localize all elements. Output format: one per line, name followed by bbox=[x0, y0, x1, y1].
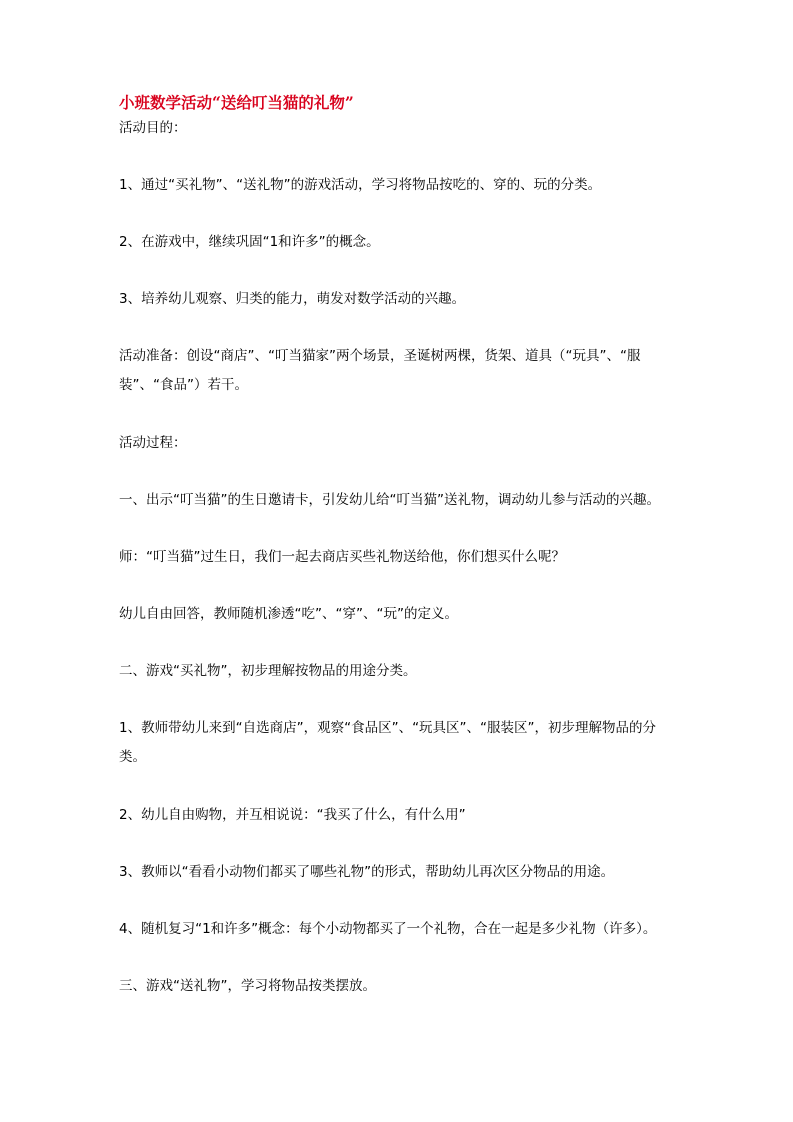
document-content bbox=[119, 92, 679, 1000]
paragraph-step-2-3: 3、教师以“看看小动物们都买了哪些礼物”的形式，帮助幼儿再次区分物品的用途。 bbox=[119, 864, 615, 880]
paragraph-objective-2: 2、在游戏中，继续巩固“1和许多”的概念。 bbox=[119, 234, 380, 250]
paragraph-preparation: 活动准备：创设“商店”、“叮当猫家”两个场景，圣诞树两棵，货架、道具（“玩具”、“服装”、“食品”）若干。 bbox=[119, 348, 641, 393]
paragraph-process-heading: 活动过程： bbox=[119, 435, 187, 451]
document-title: 小班数学活动“送给叮当猫的礼物” bbox=[119, 93, 354, 112]
paragraph-objective-1: 1、通过“买礼物”、“送礼物”的游戏活动，学习将物品按吃的、穿的、玩的分类。 bbox=[119, 177, 602, 193]
paragraph-step-2-1: 1、教师带幼儿来到“自选商店”，观察“食品区”、“玩具区”、“服装区”，初步理解物品的分类。 bbox=[119, 720, 657, 765]
paragraph-objective-3: 3、培养幼儿观察、归类的能力，萌发对数学活动的兴趣。 bbox=[119, 291, 466, 307]
paragraph-children-answer: 幼儿自由回答，教师随机渗透“吃”、“穿”、“玩”的定义。 bbox=[119, 606, 458, 622]
paragraph-step-2: 二、游戏“买礼物”，初步理解按物品的用途分类。 bbox=[119, 663, 417, 679]
paragraph-objectives-heading: 活动目的： bbox=[119, 120, 187, 136]
paragraph-step-1: 一、出示“叮当猫”的生日邀请卡，引发幼儿给“叮当猫”送礼物，调动幼儿参与活动的兴趣。 bbox=[119, 492, 660, 508]
paragraph-teacher-question: 师：“叮当猫”过生日，我们一起去商店买些礼物送给他，你们想买什么呢？ bbox=[119, 549, 565, 565]
paragraph-step-2-4: 4、随机复习“1和许多”概念：每个小动物都买了一个礼物，合在一起是多少礼物（许多）。 bbox=[119, 921, 657, 937]
paragraph-step-3: 三、游戏“送礼物”，学习将物品按类摆放。 bbox=[119, 978, 376, 994]
paragraph-step-2-2: 2、幼儿自由购物，并互相说说：“我买了什么，有什么用” bbox=[119, 807, 466, 823]
